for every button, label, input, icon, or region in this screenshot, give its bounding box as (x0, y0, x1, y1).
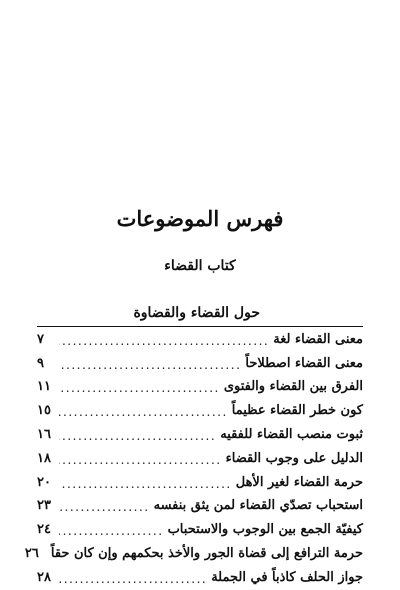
toc-entry (37, 347, 363, 371)
entry-title: معنى القضاء لغة (273, 331, 363, 347)
book-title: كتاب القضاء (164, 258, 236, 274)
entry-title: الدليل على وجوب القضاء (225, 450, 363, 466)
toc-entry (37, 513, 363, 537)
toc-entry (37, 561, 363, 585)
dot-leader (59, 479, 232, 490)
dot-leader (59, 502, 150, 513)
dot-leader (59, 407, 228, 418)
entry-page-number: ١١ (37, 379, 51, 395)
dot-leader (59, 383, 220, 394)
toc-entry (37, 418, 363, 442)
entry-title: كيفيّة الجمع بين الوجوب والاستحباب (167, 522, 363, 538)
dot-leader (59, 360, 241, 371)
entry-page-number: ٢٠ (37, 474, 51, 490)
toc-title: فهرس الموضوعات (116, 206, 284, 231)
entry-title: كون خطر القضاء عظيماً (231, 403, 363, 419)
entry-title: معنى القضاء اصطلاحاً (245, 355, 363, 371)
entry-title: حرمة القضاء لغير الأهل (235, 474, 363, 490)
entry-page-number: ٩ (37, 355, 44, 371)
dot-leader (59, 455, 222, 466)
entry-page-number: ٢٨ (37, 569, 51, 585)
entry-page-number: ٢٤ (37, 522, 51, 538)
entry-page-number: ٢٦ (24, 545, 39, 561)
entry-page-number: ١٦ (37, 426, 51, 442)
entry-page-number: ١٨ (37, 450, 51, 466)
toc-entry (37, 371, 363, 395)
dot-leader (59, 574, 207, 585)
toc-entry (24, 537, 363, 561)
toc-entries (24, 323, 363, 585)
toc-entry (37, 442, 363, 466)
dot-leader (59, 431, 216, 442)
entry-page-number: ٧ (37, 331, 44, 347)
entry-page-number: ٢٣ (37, 498, 51, 514)
dot-leader (59, 336, 269, 347)
entry-title: ثبوت منصب القضاء للفقيه (220, 426, 363, 442)
section-heading: حول القضاء والقضاوة (133, 305, 260, 321)
toc-entry (37, 490, 363, 514)
section-rule (37, 326, 363, 327)
entry-title: الفرق بين القضاء والفتوى (223, 379, 363, 395)
toc-entry (37, 466, 363, 490)
entry-title: حرمة الترافع إلى قضاة الجور والأخذ بحكمهم وإن كان حقاً (50, 545, 363, 561)
entry-title: جواز الحلف كاذباً في الجملة (211, 569, 363, 585)
entry-page-number: ١٥ (37, 403, 51, 419)
dot-leader (59, 526, 164, 537)
entry-title: استحباب تصدّي القضاء لمن يثق بنفسه (153, 498, 363, 514)
toc-entry (37, 394, 363, 418)
